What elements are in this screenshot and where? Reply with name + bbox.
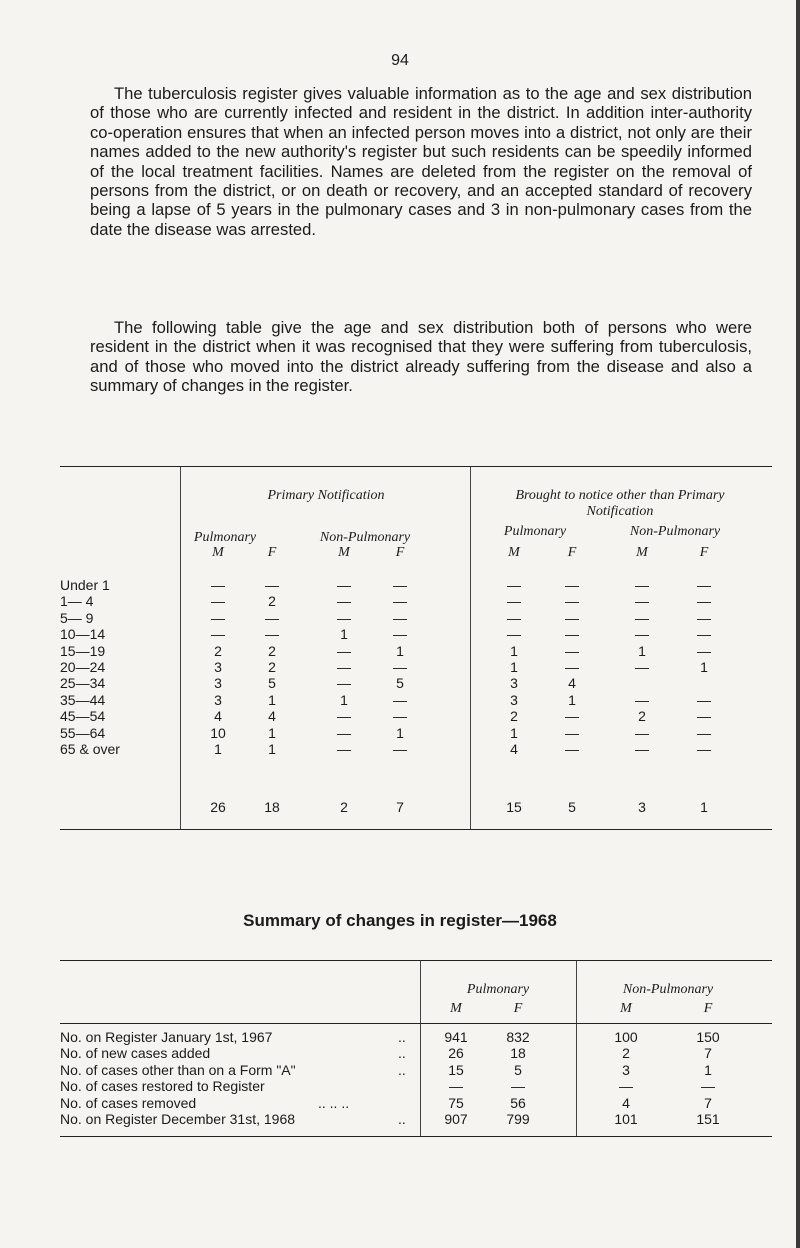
subheader-pulmonary-other: Pulmonary bbox=[503, 524, 567, 539]
table-cell: 1 bbox=[510, 659, 518, 675]
table-cell: — bbox=[565, 593, 579, 610]
table-cell: — bbox=[565, 724, 579, 741]
summary-cell: 2 bbox=[622, 1045, 630, 1062]
table-cell: — bbox=[211, 593, 225, 610]
group-header-brought-to-notice: Brought to notice other than Primary Notification bbox=[515, 488, 725, 519]
summary-cell: 7 bbox=[704, 1094, 712, 1111]
summary-cell: 4 bbox=[622, 1094, 630, 1111]
table-cell: — bbox=[507, 609, 521, 626]
leader-dots: .. bbox=[398, 1029, 406, 1045]
age-group-label: 25—34 bbox=[60, 675, 106, 692]
table-top-rule bbox=[60, 466, 772, 467]
total-cell: 3 bbox=[638, 799, 646, 815]
age-group-label: 20—24 bbox=[60, 659, 106, 675]
summary-cell: 75 bbox=[448, 1094, 464, 1111]
table-cell: 3 bbox=[214, 691, 222, 708]
label-column-divider bbox=[180, 467, 181, 829]
table-bottom-rule bbox=[60, 829, 772, 830]
summary-cell: 15 bbox=[448, 1061, 464, 1078]
table-cell: 4 bbox=[510, 741, 518, 757]
summary-group-divider bbox=[576, 961, 577, 1136]
table-cell: 1 bbox=[340, 691, 348, 708]
table-cell: — bbox=[393, 659, 407, 675]
table-cell: — bbox=[565, 577, 579, 593]
age-group-label: 65 & over bbox=[60, 741, 120, 757]
table-cell: 2 bbox=[510, 708, 518, 725]
table-cell: — bbox=[697, 741, 711, 757]
table-cell: — bbox=[393, 609, 407, 626]
table-cell: — bbox=[697, 642, 711, 659]
table-cell: 2 bbox=[268, 593, 276, 610]
subheader-non-pulmonary: Non-Pulmonary bbox=[319, 530, 411, 545]
summary-header-pulmonary: Pulmonary bbox=[466, 982, 530, 997]
table-cell: 1 bbox=[268, 741, 276, 757]
summary-cell: 799 bbox=[506, 1111, 530, 1127]
table-cell: — bbox=[393, 577, 407, 593]
total-cell: 18 bbox=[264, 799, 280, 815]
summary-title: Summary of changes in register—1968 bbox=[243, 911, 557, 930]
sex-label: F bbox=[513, 1001, 523, 1016]
table-cell: — bbox=[337, 675, 351, 692]
sex-label: F bbox=[395, 545, 405, 560]
group-column-divider bbox=[470, 467, 471, 829]
table-cell: — bbox=[565, 642, 579, 659]
leader-dots: .. .. .. bbox=[318, 1094, 350, 1111]
table-cell: — bbox=[635, 691, 649, 708]
table-cell: 2 bbox=[268, 642, 276, 659]
age-group-label: 5— 9 bbox=[60, 609, 94, 626]
table-cell: — bbox=[635, 626, 649, 643]
sex-label: F bbox=[267, 545, 277, 560]
table-cell: — bbox=[337, 642, 351, 659]
subheader-pulmonary: Pulmonary bbox=[193, 530, 257, 545]
age-group-label: 35—44 bbox=[60, 691, 106, 708]
table-cell: — bbox=[697, 691, 711, 708]
summary-cell: 151 bbox=[696, 1111, 720, 1127]
table-cell: — bbox=[635, 609, 649, 626]
summary-cell: 832 bbox=[506, 1029, 530, 1045]
table-cell: — bbox=[337, 609, 351, 626]
table-cell: 1 bbox=[214, 741, 222, 757]
age-group-label: 55—64 bbox=[60, 724, 106, 741]
summary-cell: 1 bbox=[704, 1061, 712, 1078]
table-cell: — bbox=[337, 724, 351, 741]
group-header-primary-notification: Primary Notification bbox=[267, 488, 385, 503]
table-cell: — bbox=[211, 577, 225, 593]
table-cell: — bbox=[697, 577, 711, 593]
age-group-label: 1— 4 bbox=[60, 593, 94, 610]
table-cell: — bbox=[697, 724, 711, 741]
table-cell: 1 bbox=[268, 691, 276, 708]
table-cell: — bbox=[697, 593, 711, 610]
table-cell: — bbox=[635, 659, 649, 675]
table-cell: — bbox=[507, 626, 521, 643]
table-cell: — bbox=[337, 593, 351, 610]
table-cell: — bbox=[211, 626, 225, 643]
subheader-non-pulmonary-other: Non-Pulmonary bbox=[629, 524, 721, 539]
summary-cell: 56 bbox=[510, 1094, 526, 1111]
table-cell: 3 bbox=[214, 659, 222, 675]
table-cell: 3 bbox=[214, 675, 222, 692]
age-group-label: Under 1 bbox=[60, 577, 110, 593]
summary-row-label: No. of cases removed bbox=[60, 1094, 197, 1111]
sex-label: F bbox=[567, 545, 577, 560]
table-cell: — bbox=[635, 593, 649, 610]
table-cell: — bbox=[393, 593, 407, 610]
summary-cell: 7 bbox=[704, 1045, 712, 1062]
summary-cell: 907 bbox=[444, 1111, 468, 1127]
table-cell: 10 bbox=[210, 724, 226, 741]
summary-bottom-rule bbox=[60, 1136, 772, 1137]
table-cell: 1 bbox=[638, 642, 646, 659]
summary-cell: — bbox=[449, 1078, 463, 1095]
sex-label: M bbox=[620, 1001, 632, 1016]
table-cell: — bbox=[635, 724, 649, 741]
summary-cell: — bbox=[701, 1078, 715, 1095]
table-cell: — bbox=[507, 593, 521, 610]
summary-cell: — bbox=[511, 1078, 525, 1095]
paragraph-register-intro: The tuberculosis register gives valuable information as to the age and sex distribution of those who are currently infected and resident in the district. In addition inter-authority co-operation ensures that when an infected person moves into a district, not only are their names added to the new authority's register but such residents can be speedily informed of the local treatment facilities. Names are deleted from the register on the removal of persons from the district, or on death or recovery, and an accepted standard of recovery being a lapse of 5 years in the pulmonary cases and 3 in non-pulmonary cases from the date the disease was arrested. bbox=[90, 84, 752, 239]
table-cell: 5 bbox=[268, 675, 276, 692]
total-cell: 7 bbox=[396, 799, 404, 815]
table-cell: — bbox=[337, 741, 351, 757]
summary-row-label: No. on Register January 1st, 1967 bbox=[60, 1029, 273, 1045]
summary-row-label: No. of new cases added bbox=[60, 1045, 211, 1062]
summary-cell: 3 bbox=[622, 1061, 630, 1078]
table-cell: 4 bbox=[214, 708, 222, 725]
table-cell: — bbox=[697, 708, 711, 725]
table-cell: 1 bbox=[510, 724, 518, 741]
sex-label: F bbox=[699, 545, 709, 560]
table-cell: 1 bbox=[510, 642, 518, 659]
table-cell: 3 bbox=[510, 691, 518, 708]
sex-label: F bbox=[703, 1001, 713, 1016]
summary-header-rule bbox=[60, 1023, 772, 1024]
sex-label: M bbox=[450, 1001, 462, 1016]
total-cell: 26 bbox=[210, 799, 226, 815]
table-cell: 4 bbox=[268, 708, 276, 725]
table-cell: — bbox=[565, 741, 579, 757]
summary-row-label: No. of cases restored to Register bbox=[60, 1078, 265, 1095]
sex-label: M bbox=[636, 545, 648, 560]
table-cell: 1 bbox=[396, 724, 404, 741]
table-cell: 3 bbox=[510, 675, 518, 692]
paragraph-table-intro: The following table give the age and sex distribution both of persons who were resident in the district when it was recognised that they were suffering from tuberculosis, and of those who moved into the district already suffering from the disease and also a summary of changes in the register. bbox=[90, 318, 752, 396]
summary-top-rule bbox=[60, 960, 772, 961]
table-cell: — bbox=[393, 741, 407, 757]
summary-cell: 101 bbox=[614, 1111, 638, 1127]
page-edge bbox=[796, 0, 800, 1248]
total-cell: 2 bbox=[340, 799, 348, 815]
table-cell: 1 bbox=[396, 642, 404, 659]
table-cell: 2 bbox=[268, 659, 276, 675]
table-cell: — bbox=[337, 659, 351, 675]
table-cell: — bbox=[265, 609, 279, 626]
age-group-label: 45—54 bbox=[60, 708, 106, 725]
table-cell: — bbox=[697, 609, 711, 626]
leader-dots: .. bbox=[398, 1061, 406, 1078]
leader-dots: .. bbox=[398, 1045, 406, 1062]
table-cell: — bbox=[635, 577, 649, 593]
summary-cell: 18 bbox=[510, 1045, 526, 1062]
total-cell: 15 bbox=[506, 799, 522, 815]
table-cell: — bbox=[211, 609, 225, 626]
table-cell: 2 bbox=[214, 642, 222, 659]
table-cell: — bbox=[265, 626, 279, 643]
total-cell: 1 bbox=[700, 799, 708, 815]
total-cell: 5 bbox=[568, 799, 576, 815]
sex-label: M bbox=[508, 545, 520, 560]
summary-cell: 150 bbox=[696, 1029, 720, 1045]
summary-cell: 100 bbox=[614, 1029, 638, 1045]
table-cell: 1 bbox=[700, 659, 708, 675]
sex-label: M bbox=[338, 545, 350, 560]
table-cell: — bbox=[337, 577, 351, 593]
summary-cell: — bbox=[619, 1078, 633, 1095]
summary-cell: 5 bbox=[514, 1061, 522, 1078]
table-cell: — bbox=[393, 626, 407, 643]
table-cell: — bbox=[393, 691, 407, 708]
table-cell: — bbox=[337, 708, 351, 725]
table-cell: 1 bbox=[340, 626, 348, 643]
table-cell: 4 bbox=[568, 675, 576, 692]
table-cell: — bbox=[507, 577, 521, 593]
table-cell: — bbox=[565, 708, 579, 725]
age-group-label: 15—19 bbox=[60, 642, 106, 659]
table-cell: 5 bbox=[396, 675, 404, 692]
table-cell: 1 bbox=[568, 691, 576, 708]
page-number: 94 bbox=[391, 52, 409, 69]
summary-cell: 26 bbox=[448, 1045, 464, 1062]
table-cell: — bbox=[565, 659, 579, 675]
table-cell: — bbox=[635, 741, 649, 757]
summary-header-non-pulmonary: Non-Pulmonary bbox=[622, 982, 714, 997]
table-cell: — bbox=[393, 708, 407, 725]
summary-row-label: No. on Register December 31st, 1968 bbox=[60, 1111, 296, 1127]
table-cell: — bbox=[265, 577, 279, 593]
summary-cell: 941 bbox=[444, 1029, 468, 1045]
table-cell: — bbox=[565, 609, 579, 626]
age-group-label: 10—14 bbox=[60, 626, 106, 643]
summary-row-label: No. of cases other than on a Form "A" bbox=[60, 1061, 296, 1078]
leader-dots: .. bbox=[398, 1111, 406, 1127]
table-cell: 1 bbox=[268, 724, 276, 741]
sex-label: M bbox=[212, 545, 224, 560]
table-cell: 2 bbox=[638, 708, 646, 725]
table-cell: — bbox=[697, 626, 711, 643]
table-cell: — bbox=[565, 626, 579, 643]
